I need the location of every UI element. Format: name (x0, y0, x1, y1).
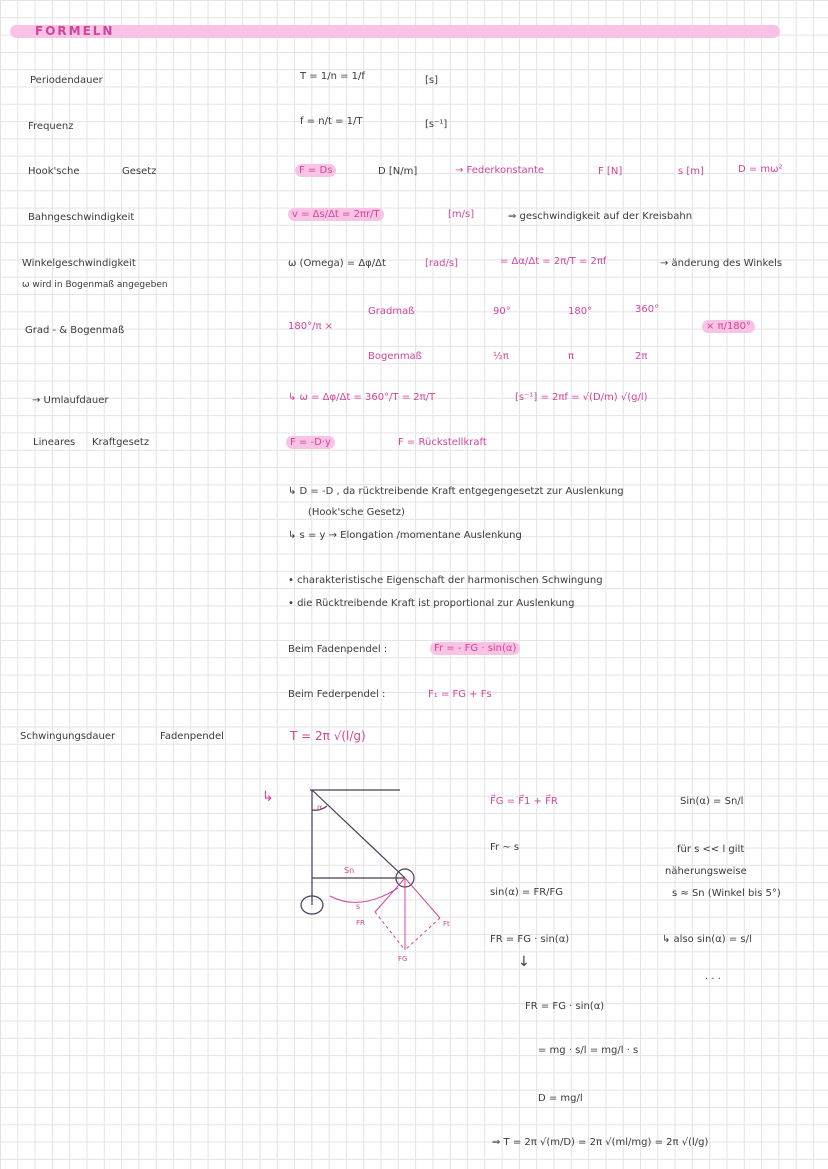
bullet-1: • charakteristische Eigenschaft der harmonischen Schwingung (288, 575, 603, 586)
right-2: für s << l gilt (677, 844, 745, 855)
formula-track-speed: v = Δs/Δt = 2πr/T (288, 208, 384, 221)
note-angle-change: → änderung des Winkels (660, 258, 783, 269)
label-osc-fadenpendel: Fadenpendel (160, 731, 224, 742)
right-5: ↳ also sin(α) = s/l (662, 934, 752, 945)
note-spring-constant: → Federkonstante (455, 165, 545, 176)
deriv-5: ↓ (518, 954, 530, 970)
unit-period: [s] (425, 75, 439, 86)
diagram-ft: Ft (443, 920, 450, 928)
label-revolution: → Umlaufdauer (32, 395, 109, 406)
page-title: FORMELN (35, 24, 115, 38)
degree-180: 180° (568, 306, 593, 317)
unit-frequency: [s⁻¹] (425, 119, 448, 130)
degree-90: 90° (493, 306, 511, 317)
label-hooke: Hook'sche (28, 166, 80, 177)
label-track-speed: Bahngeschwindigkeit (28, 212, 135, 223)
deriv-1: F⃗G = F⃗1 + F⃗R (490, 796, 558, 807)
arc-s (330, 888, 398, 902)
note-restoring-force: F = Rückstellkraft (398, 437, 487, 448)
diagram-sn: Sn (344, 866, 355, 875)
label-gradmass: Gradmaß (368, 306, 415, 317)
formula-osc-period: T = 2π √(l/g) (290, 729, 366, 743)
unit-revolution: [s⁻¹] = 2πf = √(D/m) √(g/l) (515, 392, 648, 403)
right-3: näherungsweise (665, 866, 747, 877)
diagram-fg: FG (398, 955, 408, 963)
deriv-7: = mg · s/l = mg/l · s (538, 1045, 639, 1056)
label-fadenpendel: Beim Fadenpendel : (288, 644, 388, 655)
note-line-2: (Hook'sche Gesetz) (308, 507, 405, 518)
label-period: Periodendauer (30, 75, 103, 86)
deriv-4: FR = FG · sin(α) (490, 934, 570, 945)
pendulum-string (312, 790, 405, 878)
formula-frequency: f = n/t = 1/T (300, 116, 363, 127)
deriv-2: Fr ~ s (490, 842, 520, 853)
note-line-1: ↳ D = -D , da rücktreibende Kraft entgegengesetzt zur Auslenkung (288, 486, 624, 497)
formula-revolution: ↳ ω = Δφ/Δt = 360°/T = 2π/T (288, 392, 436, 403)
formula-angular-2: = Δα/Δt = 2π/T = 2πf (500, 256, 607, 267)
deriv-9: ⇒ T = 2π √(m/D) = 2π √(ml/mg) = 2π √(l/g) (492, 1137, 709, 1148)
force-dashed-2 (405, 918, 440, 950)
diagram-alpha: α (317, 803, 323, 812)
label-angular-sub: ω wird in Bogenmaß angegeben (22, 280, 168, 290)
note-track-speed: ⇒ geschwindigkeit auf der Kreisbahn (508, 211, 693, 222)
label-degrad: Grad - & Bogenmaß (25, 325, 125, 336)
tension-force-arrow (405, 878, 440, 918)
diagram-s: s (356, 902, 361, 911)
unit-track-speed: [m/s] (448, 209, 475, 220)
diagram-arrow: ↳ (262, 789, 274, 805)
right-4: s ≈ Sn (Winkel bis 5°) (672, 888, 781, 899)
rad-2pi: 2π (635, 351, 648, 362)
deriv-8: D = mg/l (538, 1093, 583, 1104)
formula-fadenpendel: Fr = - FG · sin(α) (430, 642, 520, 655)
diagram-fr: FR (356, 919, 365, 927)
right-1: Sin(α) = Sn/l (680, 796, 744, 807)
right-6: · · · (705, 974, 721, 985)
rad-half-pi: ½π (493, 351, 509, 362)
formula-period: T = 1/n = 1/f (300, 71, 365, 82)
return-force-arrow (375, 878, 405, 912)
unit-angular: [rad/s] (425, 258, 458, 269)
factor-to-degree: 180°/π × (288, 321, 334, 332)
label-federpendel: Beim Federpendel : (288, 689, 386, 700)
note-line-3: ↳ s = y → Elongation /momentane Auslenkung (288, 530, 522, 541)
bullet-2: • die Rücktreibende Kraft ist proportional zur Auslenkung (288, 598, 575, 609)
label-bogenmass: Bogenmaß (368, 351, 422, 362)
unit-force: F [N] (598, 166, 623, 177)
factor-to-radian: × π/180° (702, 320, 755, 333)
formula-linear-force: F = -D·y (286, 436, 335, 449)
unit-hooke: D [N/m] (378, 166, 418, 177)
unit-distance: s [m] (678, 166, 704, 177)
deriv-3: sin(α) = FR/FG (490, 887, 564, 898)
formula-angular: ω (Omega) = Δφ/Δt (288, 258, 386, 269)
label-angular: Winkelgeschwindigkeit (22, 258, 136, 269)
force-dashed (375, 912, 405, 950)
label-osc-period: Schwingungsdauer (20, 731, 116, 742)
deriv-6: FR = FG · sin(α) (525, 1001, 605, 1012)
label-linear: Lineares (33, 437, 76, 448)
degree-360: 360° (635, 304, 660, 315)
formula-d-omega: D = mω² (738, 164, 783, 175)
label-hooke-2: Gesetz (122, 166, 157, 177)
formula-hooke: F = Ds (295, 164, 336, 177)
label-frequency: Frequenz (28, 121, 74, 132)
formula-federpendel: F₁ = FG + Fs (428, 689, 492, 700)
rad-pi: π (568, 351, 575, 362)
label-linear-2: Kraftgesetz (92, 437, 150, 448)
